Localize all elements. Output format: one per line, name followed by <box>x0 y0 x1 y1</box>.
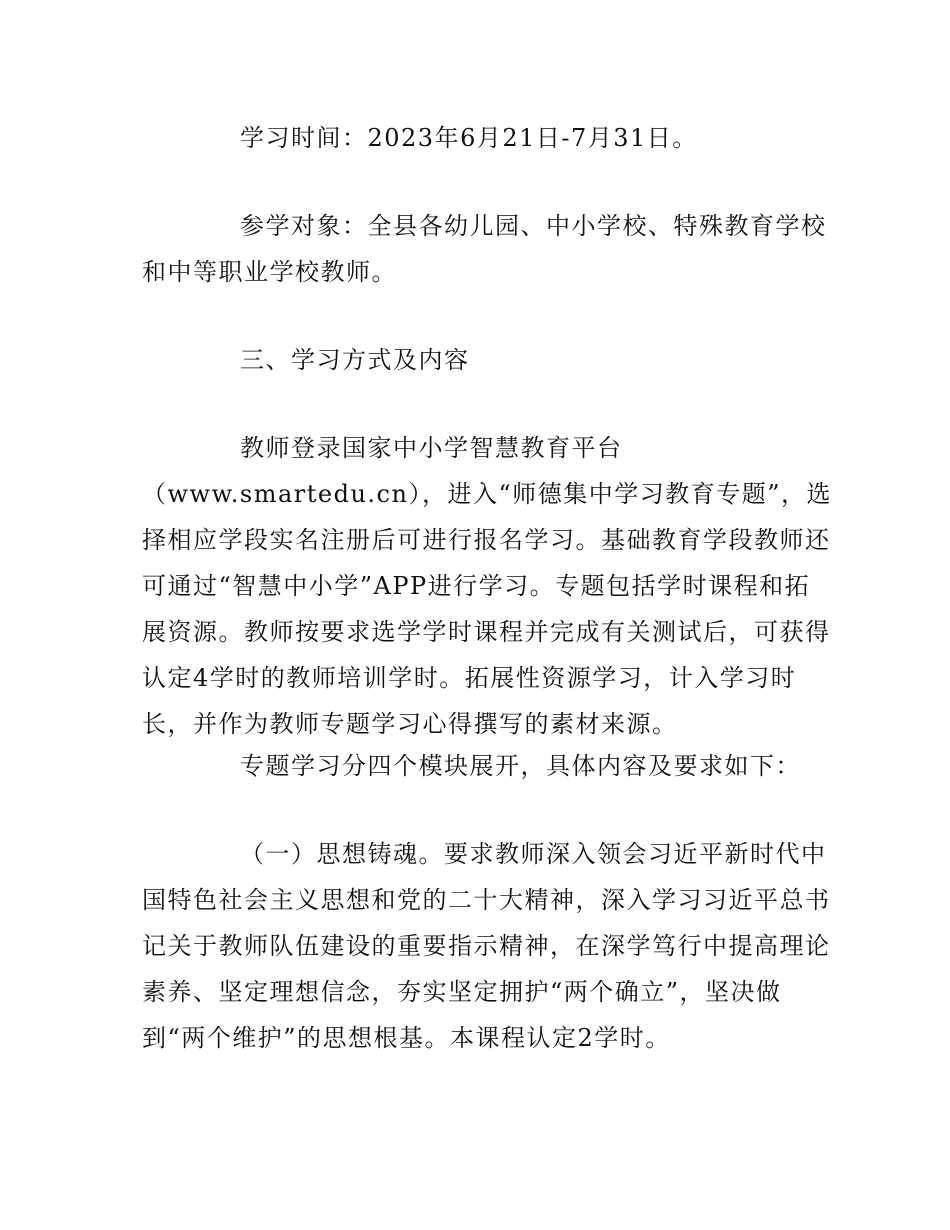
text-line: 三、学习方式及内容 <box>240 346 470 374</box>
text-line: （一）思想铸魂。要求教师深入领会习近平新时代中 <box>240 840 827 868</box>
text-line: 参学对象：全县各幼儿园、中小学校、特殊教育学校 <box>240 212 827 240</box>
paragraph-modules-intro <box>142 743 814 789</box>
section-heading <box>142 337 814 383</box>
text-line: （www.smartedu.cn），进入“师德集中学习教育专题”，选 <box>142 480 832 508</box>
text-line: 和中等职业学校教师。 <box>142 258 397 286</box>
text-line: 长，并作为教师专题学习心得撰写的素材来源。 <box>142 710 678 738</box>
text-line: 教师登录国家中小学智慧教育平台 <box>240 434 623 462</box>
text-line: 专题学习分四个模块展开，具体内容及要求如下： <box>240 752 801 780</box>
text-line: 国特色社会主义思想和党的二十大精神，深入学习习近平总书 <box>142 886 831 914</box>
text-line: 展资源。教师按要求选学学时课程并完成有关测试后，可获得 <box>142 618 831 646</box>
text-line: 学习时间：2023年6月21日-7月31日。 <box>240 124 698 152</box>
paragraph-study-time <box>142 115 814 161</box>
text-line: 择相应学段实名注册后可进行报名学习。基础教育学段教师还 <box>142 526 831 554</box>
text-line: 可通过“智慧中小学”APP进行学习。专题包括学时课程和拓 <box>142 572 811 600</box>
text-line: 记关于教师队伍建设的重要指示精神，在深学笃行中提高理论 <box>142 932 831 960</box>
text-line: 到“两个维护”的思想根基。本课程认定2学时。 <box>142 1024 671 1052</box>
text-line: 认定4学时的教师培训学时。拓展性资源学习，计入学习时 <box>142 664 797 692</box>
paragraph-module-one <box>142 831 831 1061</box>
paragraph-participants <box>142 203 827 295</box>
text-line: 素养、坚定理想信念，夯实坚定拥护“两个确立”，坚决做 <box>142 978 782 1006</box>
paragraph-method <box>142 425 832 747</box>
